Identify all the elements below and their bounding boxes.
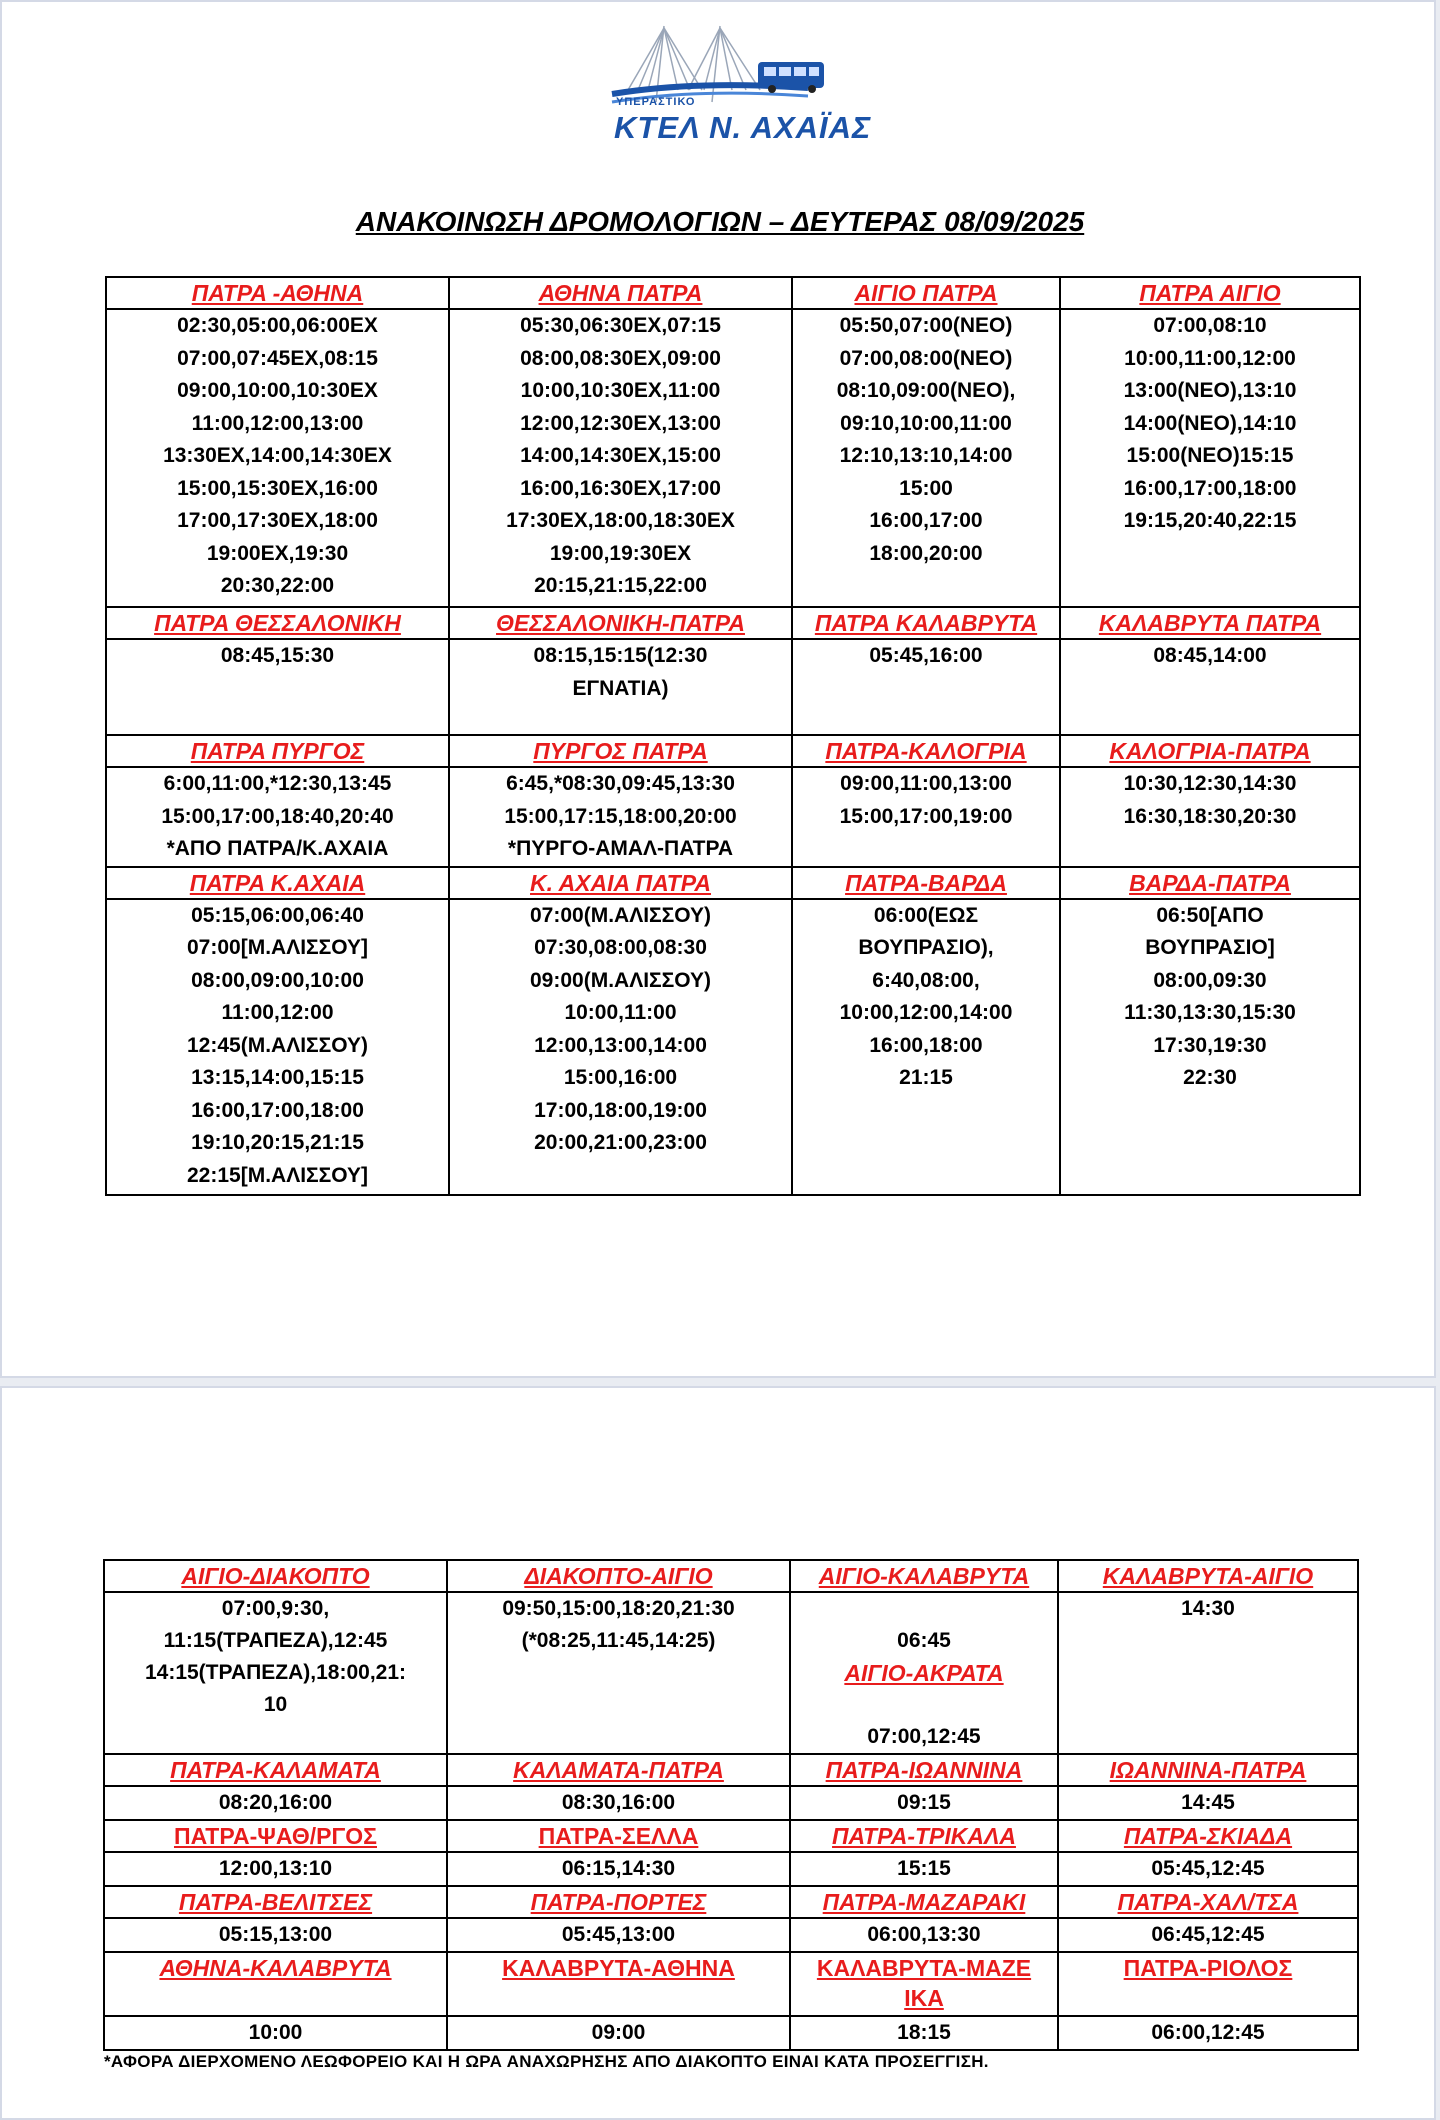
route-header: ΠΑΤΡΑ-ΧΑΛ/ΤΣΑ	[1058, 1886, 1358, 1918]
route-header: ΚΑΛΑΒΡΥΤΑ-ΜΑΖΕ ΙΚΑ	[790, 1952, 1058, 2016]
route-times: 07:00(Μ.ΑΛΙΣΣΟΥ) 07:30,08:00,08:30 09:00(Μ.ΑΛΙΣΣΟΥ) 10:00,11:00 12:00,13:00,14:00 15:00,16:00 17:00,18:00,19:00 20:00,21:00,23:00	[449, 899, 792, 1195]
table-row	[104, 1852, 1358, 1886]
route-header: ΚΑΛΑΒΡΥΤΑ ΠΑΤΡΑ	[1060, 607, 1360, 639]
route-header: ΠΑΤΡΑ-ΨΑΘ/ΡΓΟΣ	[104, 1820, 447, 1852]
route-header: ΠΥΡΓΟΣ ΠΑΤΡΑ	[449, 735, 792, 767]
route-times: 09:00	[447, 2016, 790, 2050]
route-header: ΚΑΛΑΜΑΤΑ-ΠΑΤΡΑ	[447, 1754, 790, 1786]
route-times-with-sub	[790, 1592, 1058, 1754]
route-times: 15:15	[790, 1852, 1058, 1886]
route-header: ΠΑΤΡΑ ΠΥΡΓΟΣ	[106, 735, 449, 767]
logo-subtitle: ΥΠΕΡΑΣΤΙΚΟ	[616, 96, 696, 108]
route-times: 06:15,14:30	[447, 1852, 790, 1886]
route-header: ΠΑΤΡΑ-ΒΕΛΙΤΣΕΣ	[104, 1886, 447, 1918]
table-header-row	[104, 1952, 1358, 2016]
route-times: 08:30,16:00	[447, 1786, 790, 1820]
route-header: ΑΙΓΙΟ ΠΑΤΡΑ	[792, 277, 1060, 309]
route-times: 06:45	[897, 1629, 951, 1652]
route-header: ΠΑΤΡΑ-ΣΚΙΑΔΑ	[1058, 1820, 1358, 1852]
route-times: 06:00,12:45	[1058, 2016, 1358, 2050]
route-times: 06:00(ΕΩΣ ΒΟΥΠΡΑΣΙΟ), 6:40,08:00, 10:00,12:00,14:00 16:00,18:00 21:15	[792, 899, 1060, 1195]
footnote: *ΑΦΟΡΑ ΔΙΕΡΧΟΜΕΝΟ ΛΕΩΦΟΡΕΙΟ ΚΑΙ Η ΩΡΑ ΑΝΑΧΩΡΗΣΗΣ ΑΠΟ ΔΙΑΚΟΠΤΟ ΕΙΝΑΙ ΚΑΤΑ ΠΡΟΣΕΓΓΙΣΗ.	[104, 2052, 989, 2071]
table-header-row	[106, 277, 1360, 309]
route-header: ΠΑΤΡΑ-ΚΑΛΑΜΑΤΑ	[104, 1754, 447, 1786]
route-header: ΑΘΗΝΑ ΠΑΤΡΑ	[449, 277, 792, 309]
table-row	[104, 1592, 1358, 1754]
route-header: ΠΑΤΡΑ-ΜΑΖΑΡΑΚΙ	[790, 1886, 1058, 1918]
table-row	[104, 1786, 1358, 1820]
route-sub-times: 07:00,12:45	[867, 1725, 981, 1748]
table-header-row	[104, 1820, 1358, 1852]
ktel-logo	[608, 22, 872, 146]
route-header: ΠΑΤΡΑ Κ.ΑΧΑΙΑ	[106, 867, 449, 899]
route-times: 10:00	[104, 2016, 447, 2050]
route-times: 12:00,13:10	[104, 1852, 447, 1886]
route-times: 6:45,*08:30,09:45,13:30 15:00,17:15,18:00,20:00 *ΠΥΡΓΟ-ΑΜΑΛ-ΠΑΤΡΑ	[449, 767, 792, 867]
route-times: 07:00,08:10 10:00,11:00,12:00 13:00(ΝΕΟ),13:10 14:00(ΝΕΟ),14:10 15:00(ΝΕΟ)15:15 16:00,17:00,18:00 19:15,20:40,22:15	[1060, 309, 1360, 607]
route-header: ΑΘΗΝΑ-ΚΑΛΑΒΡΥΤΑ	[104, 1952, 447, 2016]
route-header: ΠΑΤΡΑ-ΚΑΛΟΓΡΙΑ	[792, 735, 1060, 767]
route-times: 06:50[ΑΠΟ ΒΟΥΠΡΑΣΙΟ] 08:00,09:30 11:30,13:30,15:30 17:30,19:30 22:30	[1060, 899, 1360, 1195]
route-header: ΠΑΤΡΑ-ΣΕΛΛΑ	[447, 1820, 790, 1852]
route-times: 18:15	[790, 2016, 1058, 2050]
route-times: 05:45,13:00	[447, 1918, 790, 1952]
route-times: 14:45	[1058, 1786, 1358, 1820]
logo-title: ΚΤΕΛ Ν. ΑΧΑΪΑΣ	[614, 110, 872, 145]
route-times: 08:45,15:30	[106, 639, 449, 735]
page-title: ΑΝΑΚΟΙΝΩΣΗ ΔΡΟΜΟΛΟΓΙΩΝ – ΔΕΥΤΕΡΑΣ 08/09/2025	[355, 206, 1085, 237]
route-header: ΑΙΓΙΟ-ΚΑΛΑΒΡΥΤΑ	[790, 1560, 1058, 1592]
route-header: ΠΑΤΡΑ ΑΙΓΙΟ	[1060, 277, 1360, 309]
route-times: 08:45,14:00	[1060, 639, 1360, 735]
route-times: 05:50,07:00(ΝΕΟ) 07:00,08:00(ΝΕΟ) 08:10,09:00(ΝΕΟ), 09:10,10:00,11:00 12:10,13:10,14:00 15:00 16:00,17:00 18:00,20:00	[792, 309, 1060, 607]
table-header-row	[106, 607, 1360, 639]
table-header-row	[106, 867, 1360, 899]
route-sub-header: ΑΙΓΙΟ-ΑΚΡΑΤΑ	[844, 1660, 1004, 1686]
route-times: 14:30	[1058, 1592, 1358, 1754]
schedule-table-1	[105, 276, 1361, 1196]
route-header: ΔΙΑΚΟΠΤΟ-ΑΙΓΙΟ	[447, 1560, 790, 1592]
table-header-row	[104, 1754, 1358, 1786]
route-header: ΠΑΤΡΑ-ΤΡΙΚΑΛΑ	[790, 1820, 1058, 1852]
route-times: 05:45,16:00	[792, 639, 1060, 735]
route-header: ΠΑΤΡΑ -ΑΘΗΝΑ	[106, 277, 449, 309]
table-header-row	[104, 1886, 1358, 1918]
route-header: Κ. ΑΧΑΙΑ ΠΑΤΡΑ	[449, 867, 792, 899]
route-times: 09:15	[790, 1786, 1058, 1820]
route-times: 10:30,12:30,14:30 16:30,18:30,20:30	[1060, 767, 1360, 867]
route-header: ΘΕΣΣΑΛΟΝΙΚΗ-ΠΑΤΡΑ	[449, 607, 792, 639]
route-times: 08:15,15:15(12:30 ΕΓΝΑΤΙΑ)	[449, 639, 792, 735]
route-times: 6:00,11:00,*12:30,13:45 15:00,17:00,18:40,20:40 *ΑΠΟ ΠΑΤΡΑ/Κ.ΑΧΑΙΑ	[106, 767, 449, 867]
route-header: ΚΑΛΑΒΡΥΤΑ-ΑΙΓΙΟ	[1058, 1560, 1358, 1592]
table-row	[104, 2016, 1358, 2050]
route-times: 08:20,16:00	[104, 1786, 447, 1820]
route-times: 06:45,12:45	[1058, 1918, 1358, 1952]
table-row	[106, 309, 1360, 607]
route-header: ΚΑΛΟΓΡΙΑ-ΠΑΤΡΑ	[1060, 735, 1360, 767]
route-header: ΠΑΤΡΑ-ΠΟΡΤΕΣ	[447, 1886, 790, 1918]
table-header-row	[106, 735, 1360, 767]
table-header-row	[104, 1560, 1358, 1592]
route-header: ΒΑΡΔΑ-ΠΑΤΡΑ	[1060, 867, 1360, 899]
route-times: 02:30,05:00,06:00ΕΧ 07:00,07:45ΕΧ,08:15 09:00,10:00,10:30ΕΧ 11:00,12:00,13:00 13:30ΕΧ,14:00,14:30ΕΧ 15:00,15:30ΕΧ,16:00 17:00,17:30ΕΧ,18:00 19:00ΕΧ,19:30 20:30,22:00	[106, 309, 449, 607]
route-header: ΠΑΤΡΑ ΚΑΛΑΒΡΥΤΑ	[792, 607, 1060, 639]
route-times: 06:00,13:30	[790, 1918, 1058, 1952]
table-row	[104, 1918, 1358, 1952]
route-times: 09:00,11:00,13:00 15:00,17:00,19:00	[792, 767, 1060, 867]
table-row	[106, 767, 1360, 867]
route-times: 05:15,06:00,06:40 07:00[Μ.ΑΛΙΣΣΟΥ] 08:00,09:00,10:00 11:00,12:00 12:45(Μ.ΑΛΙΣΣΟΥ) 13:15,14:00,15:15 16:00,17:00,18:00 19:10,20:15,21:15 22:15[Μ.ΑΛΙΣΣΟΥ]	[106, 899, 449, 1195]
route-header: ΚΑΛΑΒΡΥΤΑ-ΑΘΗΝΑ	[447, 1952, 790, 2016]
route-header: ΠΑΤΡΑ-ΒΑΡΔΑ	[792, 867, 1060, 899]
route-header: ΑΙΓΙΟ-ΔΙΑΚΟΠΤΟ	[104, 1560, 447, 1592]
schedule-table-2	[103, 1559, 1359, 2051]
route-times: 05:45,12:45	[1058, 1852, 1358, 1886]
table-row	[106, 899, 1360, 1195]
route-times: 05:15,13:00	[104, 1918, 447, 1952]
route-times: 07:00,9:30, 11:15(ΤΡΑΠΕΖΑ),12:45 14:15(ΤΡΑΠΕΖΑ),18:00,21: 10	[104, 1592, 447, 1754]
route-times: 09:50,15:00,18:20,21:30 (*08:25,11:45,14:25)	[447, 1592, 790, 1754]
route-header: ΠΑΤΡΑ-ΡΙΟΛΟΣ	[1058, 1952, 1358, 2016]
route-header: ΙΩΑΝΝΙΝΑ-ΠΑΤΡΑ	[1058, 1754, 1358, 1786]
table-row	[106, 639, 1360, 735]
route-header: ΠΑΤΡΑ-ΙΩΑΝΝΙΝΑ	[790, 1754, 1058, 1786]
route-header: ΠΑΤΡΑ ΘΕΣΣΑΛΟΝΙΚΗ	[106, 607, 449, 639]
route-times: 05:30,06:30ΕΧ,07:15 08:00,08:30ΕΧ,09:00 10:00,10:30ΕΧ,11:00 12:00,12:30ΕΧ,13:00 14:00,14:30ΕΧ,15:00 16:00,16:30ΕΧ,17:00 17:30ΕΧ,18:00,18:30ΕΧ 19:00,19:30ΕΧ 20:15,21:15,22:00	[449, 309, 792, 607]
